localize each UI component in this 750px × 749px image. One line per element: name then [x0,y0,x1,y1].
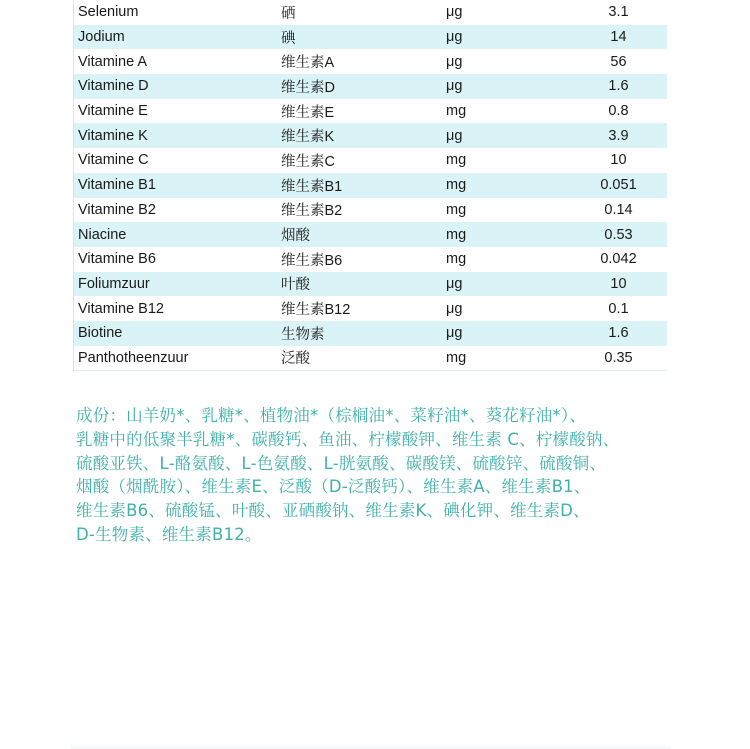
nutrient-unit: μg [445,74,570,99]
table-row [74,148,668,173]
nutrient-name-en: Vitamine A [74,49,279,74]
nutrition-table [73,0,667,371]
nutrient-value: 1.6 [570,74,667,99]
nutrient-unit: μg [445,296,570,321]
table-row [74,272,668,297]
table-row [74,0,668,25]
table-row [74,173,668,198]
nutrient-name-cn: 维生素B1 [278,173,445,198]
table-row [74,247,668,272]
ingredients-line: 成份：山羊奶*、乳糖*、植物油*（棕榈油*、菜籽油*、葵花籽油*）、 [76,406,587,425]
nutrient-unit: mg [445,148,570,173]
table-row [74,346,668,371]
ingredients-line: 维生素B6、硫酸锰、叶酸、亚硒酸钠、维生素K、碘化钾、维生素D、 [76,501,590,521]
nutrient-unit: mg [445,99,570,124]
nutrient-name-en: Vitamine B6 [74,247,279,272]
nutrient-value: 56 [570,49,667,74]
nutrient-name-cn: 维生素B6 [278,247,445,272]
nutrient-name-cn: 维生素E [278,99,445,124]
nutrient-name-en: Vitamine B1 [74,173,279,198]
table-row [74,49,668,74]
nutrient-name-en: Vitamine D [74,74,279,99]
table-row [74,25,668,50]
nutrient-unit: mg [445,198,570,223]
nutrient-value: 14 [570,25,667,50]
nutrient-value: 0.8 [570,99,667,124]
nutrient-name-cn: 烟酸 [278,222,445,247]
ingredients-line: 乳糖中的低聚半乳糖*、碳酸钙、鱼油、柠檬酸钾、维生素 C、柠檬酸钠、 [76,429,620,449]
nutrient-name-en: Niacine [74,222,279,247]
nutrient-name-en: Vitamine K [74,123,279,148]
nutrient-value: 10 [570,148,667,173]
ingredients-text [76,404,676,547]
nutrient-name-cn: 维生素D [278,74,445,99]
nutrient-name-en: Biotine [74,321,279,346]
nutrient-value: 0.35 [570,346,667,371]
nutrient-unit: μg [445,321,570,346]
nutrient-name-cn: 维生素K [278,123,445,148]
nutrient-unit: mg [445,173,570,198]
table-row [74,74,668,99]
nutrient-unit: μg [445,49,570,74]
nutrient-name-en: Selenium [74,0,279,25]
nutrient-name-en: Vitamine B2 [74,198,279,223]
nutrient-name-en: Jodium [74,25,279,50]
table-row [74,99,668,124]
table-row [74,321,668,346]
nutrient-name-cn: 维生素B12 [278,296,445,321]
nutrient-value: 0.042 [570,247,667,272]
nutrient-unit: μg [445,123,570,148]
nutrient-value: 0.051 [570,173,667,198]
nutrient-name-en: Vitamine E [74,99,279,124]
nutrient-unit: μg [445,272,570,297]
ingredients-line: D-生物素、维生素B12。 [76,524,262,544]
bottom-edge-strip [70,744,670,749]
nutrient-unit: mg [445,247,570,272]
table-row [74,123,668,148]
nutrient-name-cn: 维生素B2 [278,198,445,223]
nutrient-name-cn: 叶酸 [278,272,445,297]
ingredients-line: 硫酸亚铁、L-酪氨酸、L-色氨酸、L-胱氨酸、碳酸镁、硫酸锌、硫酸铜、 [76,453,607,473]
nutrient-unit: μg [445,25,570,50]
nutrient-name-en: Panthotheenzuur [74,346,279,371]
nutrient-value: 3.9 [570,123,667,148]
nutrient-name-en: Foliumzuur [74,272,279,297]
nutrient-unit: mg [445,346,570,371]
nutrient-unit: μg [445,0,570,25]
nutrient-name-cn: 泛酸 [278,346,445,371]
nutrient-name-en: Vitamine C [74,148,279,173]
nutrient-name-cn: 维生素A [278,49,445,74]
nutrient-name-cn: 生物素 [278,321,445,346]
nutrient-value: 3.1 [570,0,667,25]
nutrient-value: 0.1 [570,296,667,321]
nutrient-value: 1.6 [570,321,667,346]
ingredients-line: 烟酸（烟酰胺）、维生素E、泛酸（D-泛酸钙）、维生素A、维生素B1、 [76,477,591,497]
nutrient-value: 10 [570,272,667,297]
nutrient-unit: mg [445,222,570,247]
table-row [74,198,668,223]
nutrient-name-cn: 碘 [278,25,445,50]
table-row [74,296,668,321]
table-row [74,222,668,247]
nutrient-name-cn: 硒 [278,0,445,25]
nutrient-value: 0.53 [570,222,667,247]
nutrient-name-en: Vitamine B12 [74,296,279,321]
nutrient-name-cn: 维生素C [278,148,445,173]
nutrient-value: 0.14 [570,198,667,223]
nutrition-table-body [74,0,668,371]
